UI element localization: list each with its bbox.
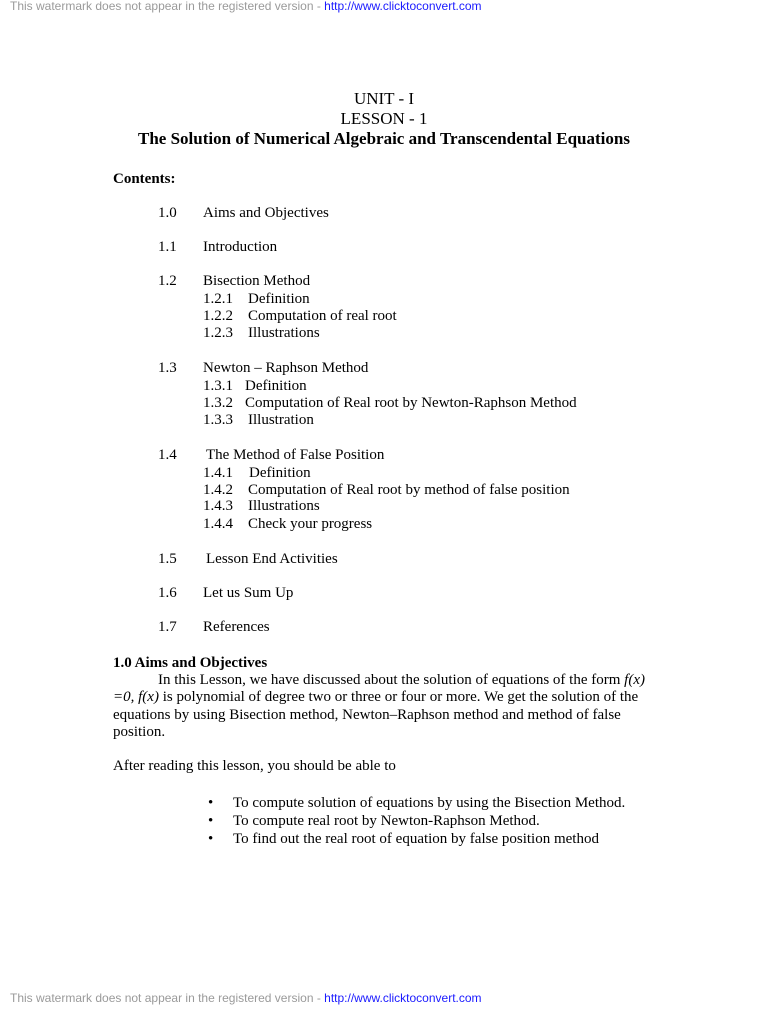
toc-sub-number: 1.4.3 bbox=[203, 498, 233, 514]
unit-heading: UNIT - I bbox=[353, 89, 415, 108]
toc-sub-number: 1.4.4 bbox=[203, 516, 233, 532]
toc-item-lesson-end: Lesson End Activities bbox=[206, 551, 338, 567]
list-item-text: To compute real root by Newton-Raphson Method. bbox=[233, 813, 540, 829]
toc-sub-number: 1.2.3 bbox=[203, 325, 233, 341]
bullet-icon: • bbox=[208, 813, 214, 829]
toc-sub-item: Illustrations bbox=[248, 498, 320, 514]
formula-fx: f(x) =0, f(x) bbox=[113, 672, 645, 706]
watermark-text: This watermark does not appear in the registered version - bbox=[10, 991, 325, 1005]
toc-number: 1.0 bbox=[158, 205, 177, 221]
toc-number: 1.6 bbox=[158, 585, 177, 601]
toc-number: 1.4 bbox=[158, 447, 177, 463]
toc-sub-number: 1.4.2 bbox=[203, 482, 233, 498]
toc-sub-number: 1.4.1 bbox=[203, 465, 233, 481]
intro-text-a: In this Lesson, we have discussed about the solution of equations of the form bbox=[158, 672, 625, 688]
contents-heading: Contents: bbox=[113, 171, 176, 187]
list-item bbox=[208, 794, 625, 812]
toc-sub-item: Computation of Real root by method of false position bbox=[248, 482, 570, 498]
toc-sub-number: 1.2.2 bbox=[203, 308, 233, 324]
toc-sub-item: Definition bbox=[245, 378, 307, 394]
toc-item-bisection: Bisection Method bbox=[203, 273, 311, 289]
list-item bbox=[208, 830, 625, 848]
intro-paragraph bbox=[113, 672, 648, 741]
bullet-icon: • bbox=[208, 795, 214, 811]
toc-number: 1.3 bbox=[158, 360, 177, 376]
list-item-text: To find out the real root of equation by false position method bbox=[233, 831, 599, 847]
toc-sub-number: 1.2.1 bbox=[203, 291, 233, 307]
toc-sub-item: Definition bbox=[249, 465, 311, 481]
toc-sub-item: Computation of Real root by Newton-Raphson Method bbox=[245, 395, 577, 411]
toc-sub-item: Illustration bbox=[248, 412, 314, 428]
bullet-icon: • bbox=[208, 831, 214, 847]
toc-number: 1.1 bbox=[158, 239, 177, 255]
watermark-link[interactable]: http://www.clicktoconvert.com bbox=[324, 0, 482, 13]
objectives-lead: After reading this lesson, you should be able to bbox=[113, 758, 396, 774]
document-title: The Solution of Numerical Algebraic and Transcendental Equations bbox=[138, 129, 630, 148]
toc-item-references: References bbox=[203, 619, 270, 635]
watermark-link[interactable]: http://www.clicktoconvert.com bbox=[324, 991, 482, 1005]
toc-item-introduction: Introduction bbox=[203, 239, 278, 255]
watermark-bottom bbox=[10, 991, 482, 1005]
toc-sub-item: Illustrations bbox=[248, 325, 320, 341]
list-item-text: To compute solution of equations by using the Bisection Method. bbox=[233, 795, 626, 811]
list-item bbox=[208, 812, 625, 830]
toc-number: 1.5 bbox=[158, 551, 177, 567]
toc-sub-item: Definition bbox=[248, 291, 310, 307]
watermark-top bbox=[10, 0, 482, 13]
toc-item-aims: Aims and Objectives bbox=[203, 205, 329, 221]
toc-item-sum-up: Let us Sum Up bbox=[203, 585, 294, 601]
toc-sub-item: Computation of real root bbox=[248, 308, 397, 324]
watermark-text: This watermark does not appear in the registered version - bbox=[10, 0, 325, 13]
toc-item-newton-raphson: Newton – Raphson Method bbox=[203, 360, 369, 376]
objectives-list bbox=[208, 794, 625, 848]
intro-text-b: is polynomial of degree two or three or four or more. We get the solution of the equations by using Bisection method, Newton–Raphson method and method of false position. bbox=[113, 689, 639, 740]
toc-sub-item: Check your progress bbox=[248, 516, 373, 532]
toc-item-false-position: The Method of False Position bbox=[206, 447, 385, 463]
section-heading: 1.0 Aims and Objectives bbox=[113, 655, 268, 671]
toc-number: 1.2 bbox=[158, 273, 177, 289]
toc-sub-number: 1.3.3 bbox=[203, 412, 233, 428]
toc-sub-number: 1.3.1 bbox=[203, 378, 233, 394]
toc-number: 1.7 bbox=[158, 619, 177, 635]
lesson-heading: LESSON - 1 bbox=[340, 109, 428, 128]
toc-sub-number: 1.3.2 bbox=[203, 395, 233, 411]
